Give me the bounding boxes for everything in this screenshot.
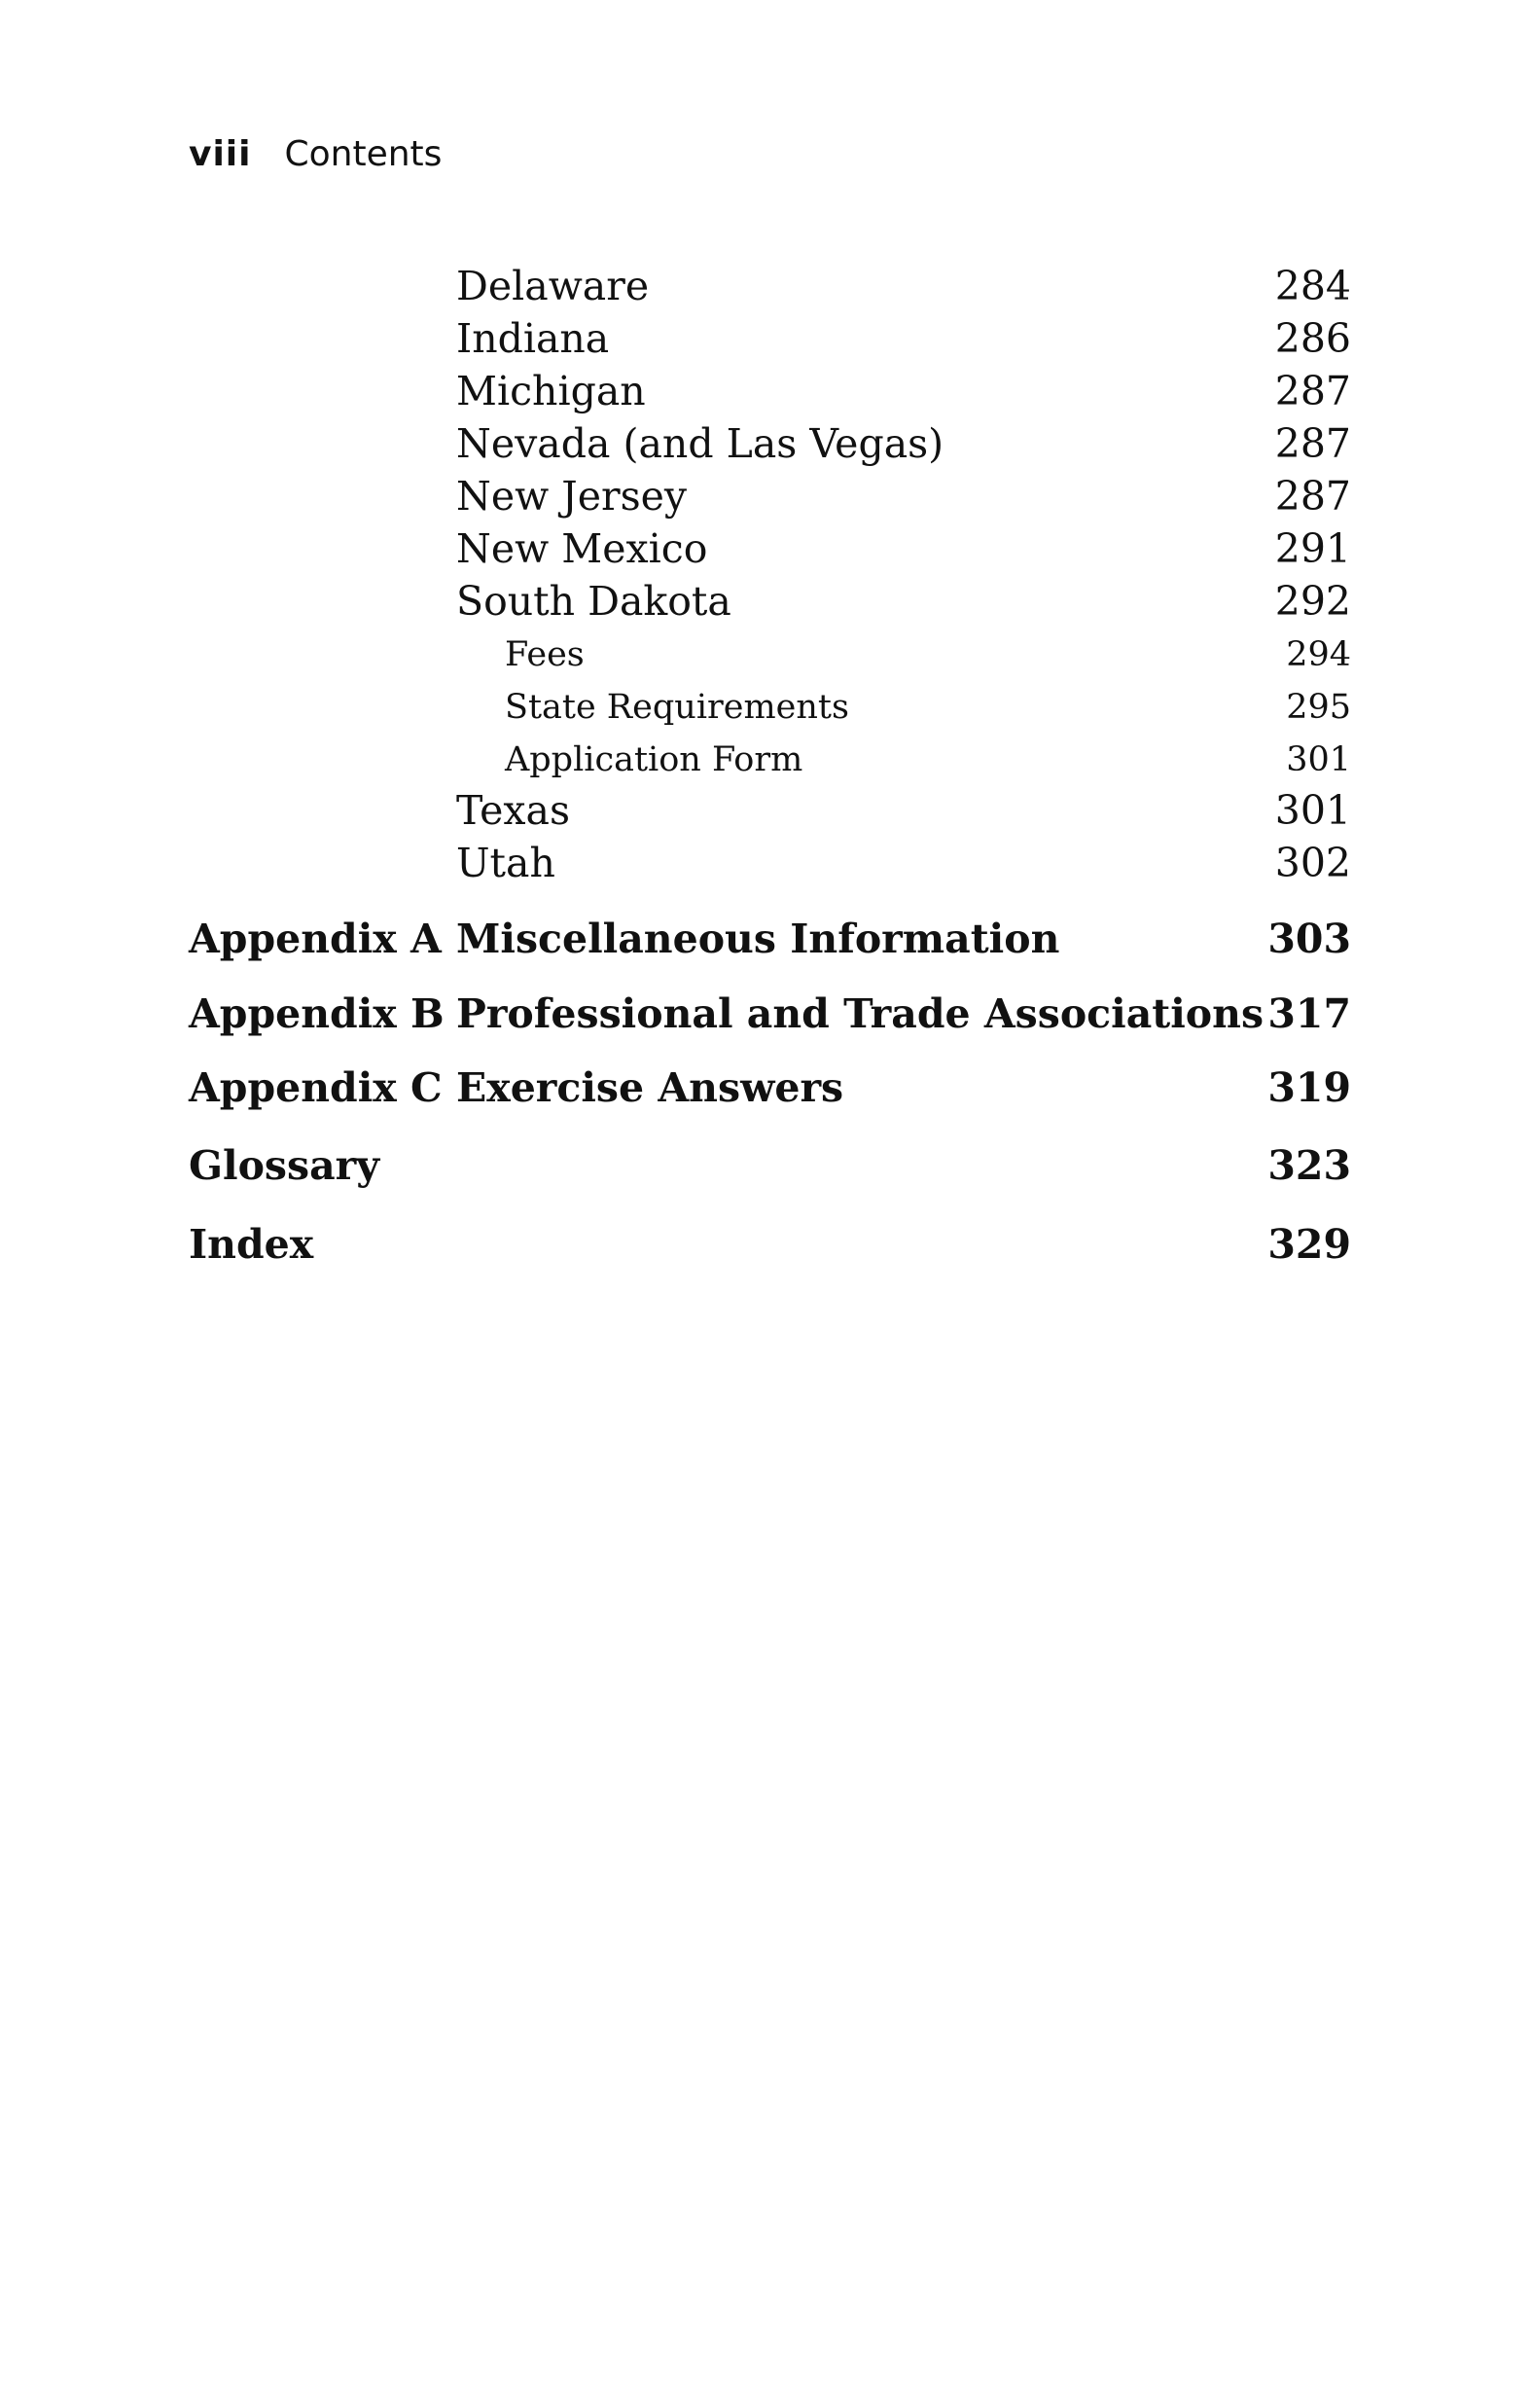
toc-entry[interactable] — [189, 312, 1351, 365]
toc-subentry[interactable] — [189, 681, 1351, 734]
toc-entry-title: New Mexico — [456, 525, 708, 572]
toc-entry-label: Appendix B — [189, 990, 445, 1037]
toc-entry-page: 294 — [1286, 635, 1351, 674]
page-folio: viii — [189, 134, 252, 174]
toc-entry[interactable] — [189, 417, 1351, 470]
toc-entry[interactable] — [189, 470, 1351, 522]
toc-entry-page: 287 — [1274, 420, 1351, 467]
toc-entry-title: Michigan — [456, 368, 646, 414]
toc-entry-page: 292 — [1274, 578, 1351, 625]
toc-subentry[interactable] — [189, 734, 1351, 786]
toc-entry-title: State Requirements — [505, 688, 849, 727]
toc-entry-page: 295 — [1286, 688, 1351, 727]
toc-entry-title: Application Form — [505, 740, 803, 779]
toc-entry-page: 291 — [1274, 525, 1351, 572]
toc-entry-label: Index — [189, 1221, 314, 1268]
toc-entry-page: 284 — [1274, 263, 1351, 309]
toc-subentry[interactable] — [189, 629, 1351, 681]
toc-entry-page: 286 — [1274, 315, 1351, 362]
toc-entry-label: Appendix A — [189, 916, 442, 962]
toc-entry-page: 303 — [1267, 916, 1351, 962]
toc-appendix-a[interactable] — [189, 910, 1351, 968]
toc-entry[interactable] — [189, 365, 1351, 417]
toc-glossary[interactable] — [189, 1136, 1351, 1195]
toc-entry[interactable] — [189, 575, 1351, 628]
toc-entry-page: 323 — [1267, 1142, 1351, 1189]
toc-entry-title: Indiana — [456, 315, 610, 362]
toc-entry-label: Glossary — [189, 1142, 380, 1189]
toc-entry-title: New Jersey — [456, 473, 688, 520]
toc-entry-title: Professional and Trade Associations — [456, 990, 1265, 1037]
toc-entry-label: Appendix C — [189, 1064, 443, 1111]
toc-entry-title: Miscellaneous Information — [456, 916, 1060, 962]
toc-entry-page: 317 — [1267, 990, 1351, 1037]
toc-entry-page: 301 — [1286, 740, 1351, 779]
toc-entry[interactable] — [189, 837, 1351, 889]
toc-entry-title: Texas — [456, 787, 571, 834]
toc-entry[interactable] — [189, 784, 1351, 837]
toc-entry-page: 287 — [1274, 368, 1351, 414]
toc-entry-page: 301 — [1274, 787, 1351, 834]
toc-entry-title: Exercise Answers — [456, 1064, 844, 1111]
toc-entry-title: Fees — [505, 635, 585, 674]
toc-entry-page: 287 — [1274, 473, 1351, 520]
toc-entry-title: South Dakota — [456, 578, 731, 625]
toc-index[interactable] — [189, 1215, 1351, 1274]
toc-entry-title: Utah — [456, 840, 555, 886]
toc-appendix-b[interactable] — [189, 985, 1351, 1043]
toc-entry[interactable] — [189, 522, 1351, 575]
toc-entry-page: 329 — [1267, 1221, 1351, 1268]
toc-entry-title: Delaware — [456, 263, 650, 309]
toc-entry-page: 319 — [1267, 1064, 1351, 1111]
toc-appendix-c[interactable] — [189, 1059, 1351, 1117]
toc-entry-title: Nevada (and Las Vegas) — [456, 420, 944, 467]
section-title: Contents — [284, 134, 443, 174]
toc-entry[interactable] — [189, 260, 1351, 312]
toc-entry-page: 302 — [1274, 840, 1351, 886]
